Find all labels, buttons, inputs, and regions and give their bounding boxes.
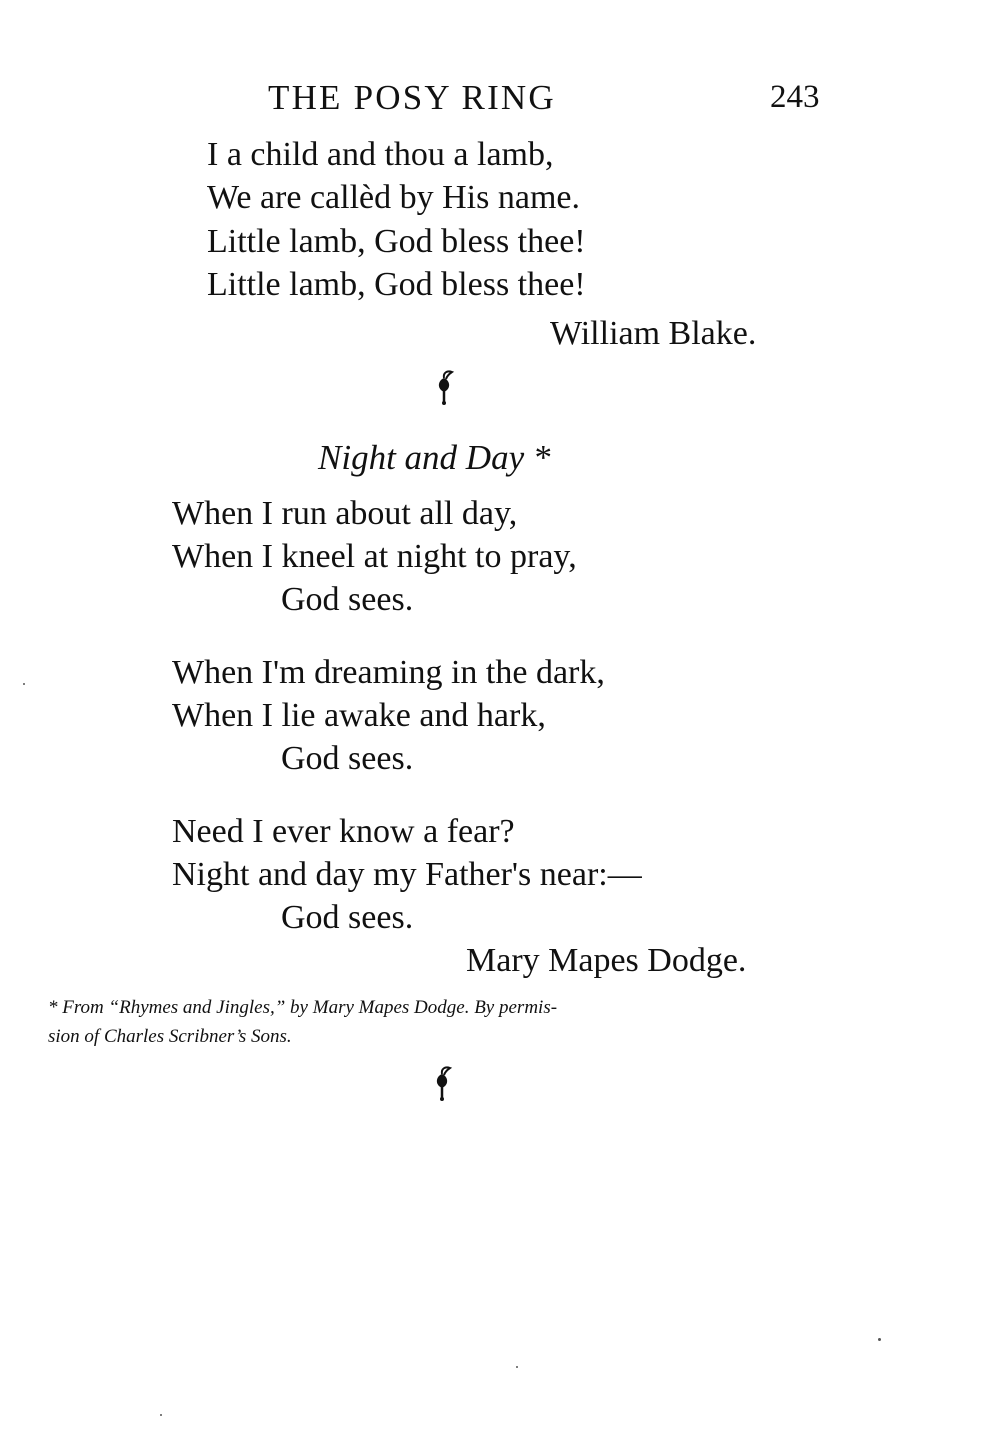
poem-author: Mary Mapes Dodge.: [466, 942, 747, 979]
previous-poem-author: William Blake.: [550, 315, 757, 352]
running-header-title: THE POSY RING: [268, 78, 556, 117]
poem-line: Night and day my Father's near:—: [172, 856, 642, 893]
scan-speck: [160, 1414, 162, 1416]
fleuron-icon: [431, 368, 457, 406]
poem-refrain: God sees.: [281, 581, 414, 618]
poem-line: When I'm dreaming in the dark,: [172, 654, 605, 691]
poem-refrain: God sees.: [281, 899, 414, 936]
poem-line: When I kneel at night to pray,: [172, 538, 577, 575]
poem-line: We are callèd by His name.: [207, 179, 580, 216]
poem-title: Night and Day *: [318, 438, 551, 477]
scan-speck: [23, 683, 25, 685]
scan-speck: [516, 1366, 518, 1368]
poem-line: When I lie awake and hark,: [172, 697, 546, 734]
poem-line: Need I ever know a fear?: [172, 813, 515, 850]
footnote-line: * From “Rhymes and Jingles,” by Mary Mapes Dodge. By permis-: [48, 997, 558, 1018]
poem-line: Little lamb, God bless thee!: [207, 266, 586, 303]
poem-line: I a child and thou a lamb,: [207, 136, 554, 173]
poem-refrain: God sees.: [281, 740, 414, 777]
poem-line: When I run about all day,: [172, 495, 518, 532]
poem-line: Little lamb, God bless thee!: [207, 223, 586, 260]
scan-speck: [878, 1338, 881, 1341]
page-number: 243: [770, 79, 820, 115]
fleuron-icon: [429, 1064, 455, 1102]
footnote-line: sion of Charles Scribner’s Sons.: [48, 1026, 292, 1047]
